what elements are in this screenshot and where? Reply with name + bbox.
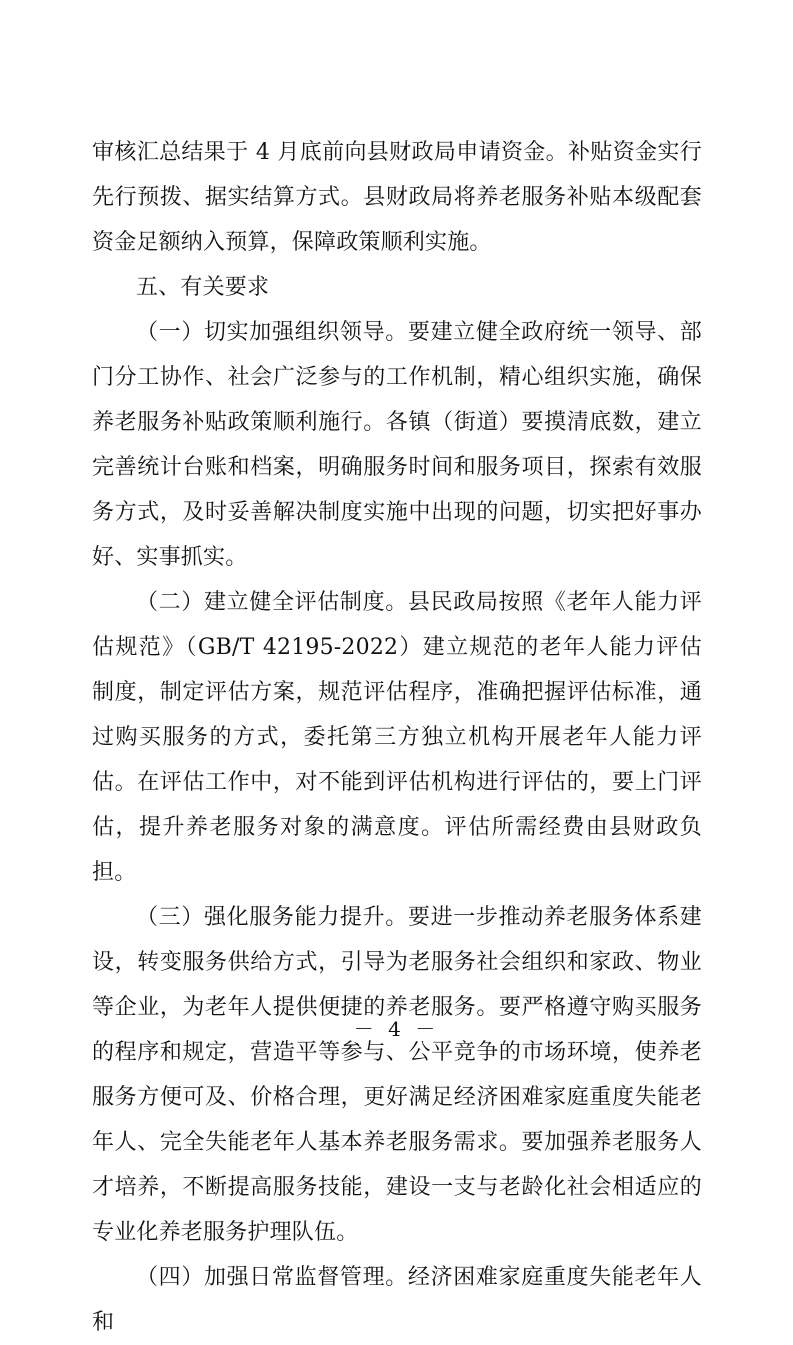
paragraph-item-3 [92, 895, 702, 1255]
paragraph-continuation: 审核汇总结果于 4 月底前向县财政局申请资金。补贴资金实行先行预拨、据实结算方式。县财政局将养老服务补贴本级配套资金足额纳入预算，保障政策顺利实施。 [92, 140, 702, 255]
paragraph-item-2 [92, 580, 702, 895]
paragraph-item-4 [92, 1255, 702, 1345]
item-lead-2: （二）建立健全评估制度。 [136, 590, 408, 615]
item-text-2: 县民政局按照《老年人能力评估规范》（GB/T 42195-2022）建立规范的老年人能力评估制度，制定评估方案，规范评估程序，准确把握评估标准，通过购买服务的方式，委托第三方独立机构开展老年人能力评估。在评估工作中，对不能到评估机构进行评估的，要上门评估，提升养老服务对象的满意度。评估所需经费由县财政负担。 [92, 590, 702, 885]
item-text-3: 要进一步推动养老服务体系建设，转变服务供给方式，引导为老服务社会组织和家政、物业等企业，为老年人提供便捷的养老服务。要严格遵守购买服务的程序和规定，营造平等参与、公平竞争的市场环境，使养老服务方便可及、价格合理，更好满足经济困难家庭重度失能老年人、完全失能老年人基本养老服务需求。要加强养老服务人才培养，不断提高服务技能，建设一支与老龄化社会相适应的专业化养老服务护理队伍。 [92, 905, 702, 1245]
item-lead-1: （一）切实加强组织领导。 [136, 320, 408, 345]
item-text-4: 经济困难家庭重度失能老年人和 [92, 1265, 702, 1335]
item-lead-4: （四）加强日常监督管理。 [136, 1265, 408, 1290]
section-heading: 五、有关要求 [136, 275, 270, 300]
item-text-1: 要建立健全政府统一领导、部门分工协作、社会广泛参与的工作机制，精心组织实施，确保养老服务补贴政策顺利施行。各镇（街道）要摸清底数，建立完善统计台账和档案，明确服务时间和服务项目，探索有效服务方式，及时妥善解决制度实施中出现的问题，切实把好事办好、实事抓实。 [92, 320, 702, 570]
page-number: － 4 － [353, 1017, 440, 1041]
item-lead-3: （三）强化服务能力提升。 [136, 905, 408, 930]
paragraph-item-1 [92, 310, 702, 580]
document-body [92, 130, 702, 1345]
